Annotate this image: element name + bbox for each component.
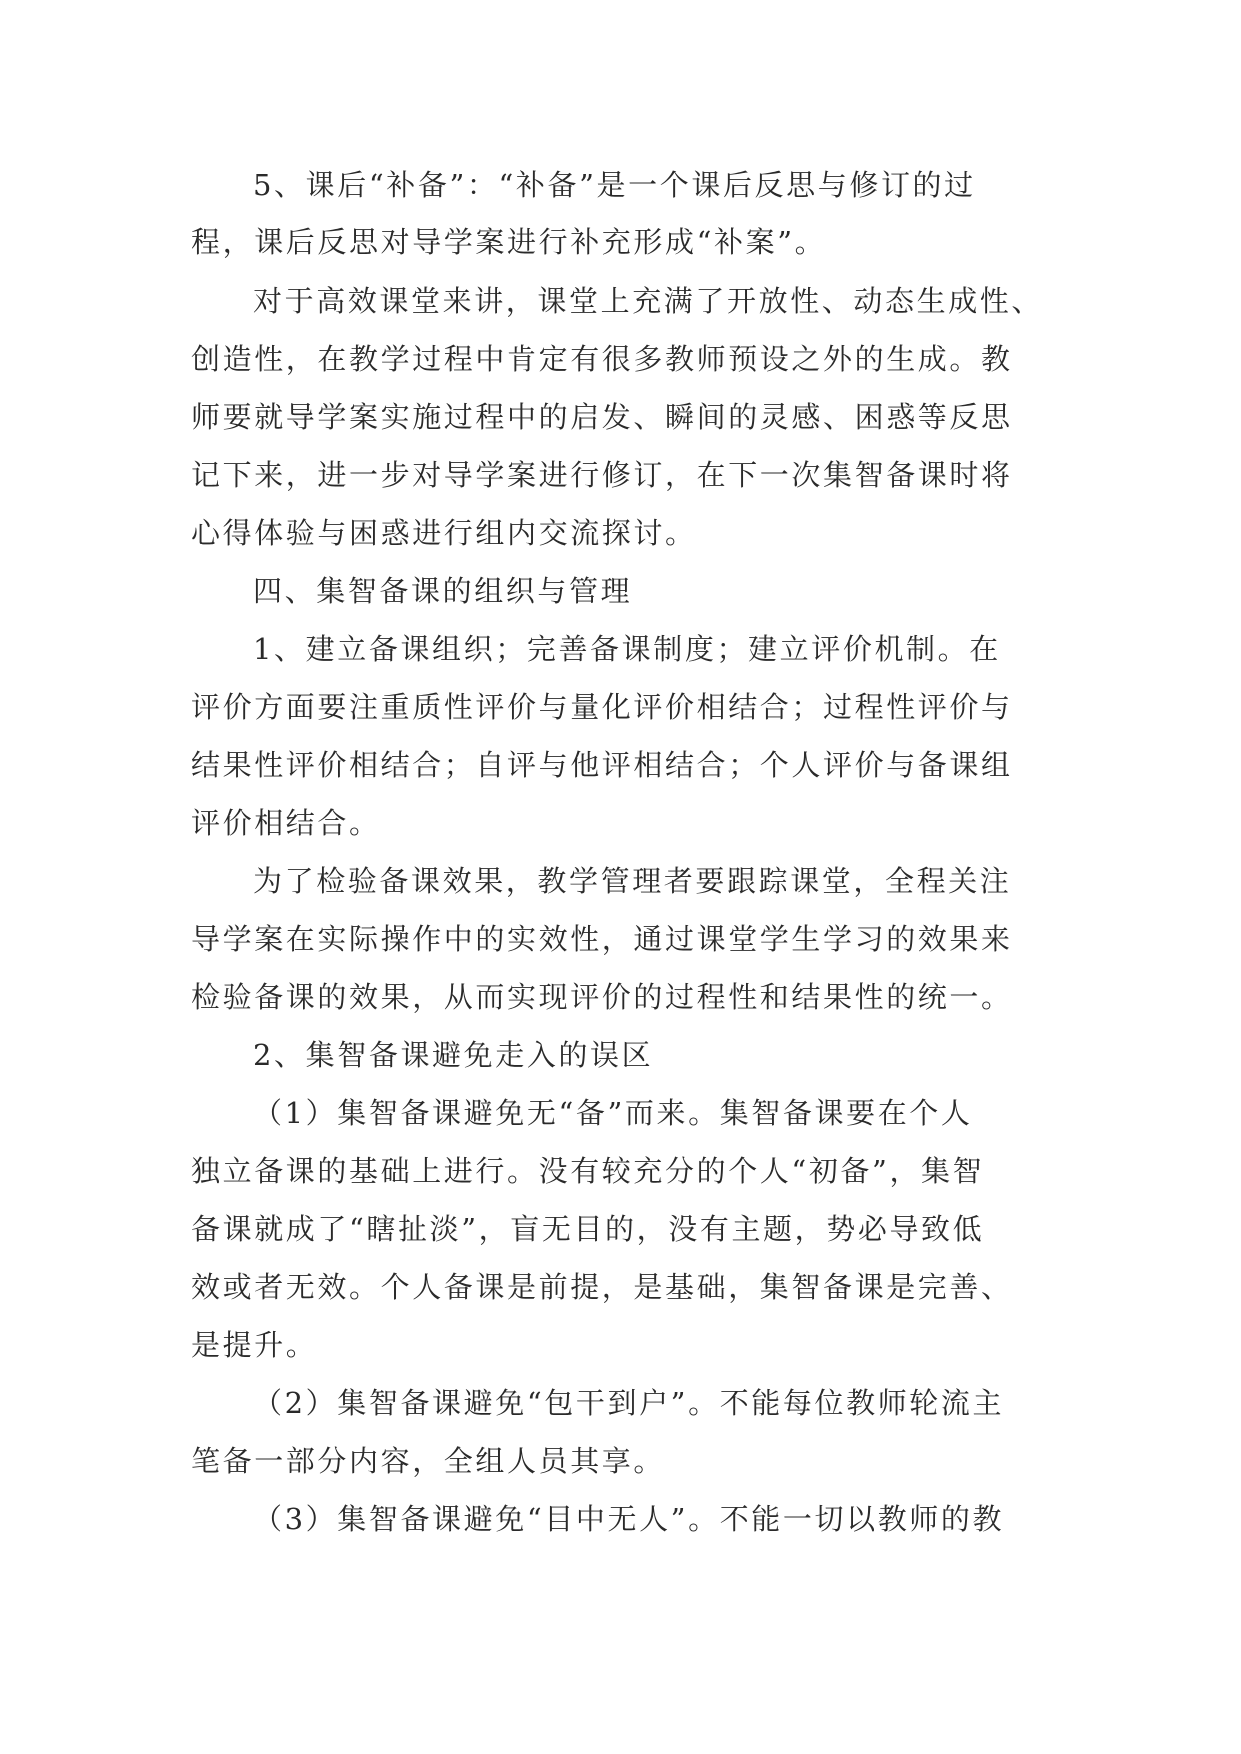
text-line: 结果性评价相结合；自评与他评相结合；个人评价与备课组 [191,748,1013,782]
text-line: 检验备课的效果，从而实现评价的过程性和结果性的统一。 [191,980,1013,1014]
text-line: 心得体验与困惑进行组内交流探讨。 [191,516,697,550]
text-line: 导学案在实际操作中的实效性，通过课堂学生学习的效果来 [191,922,1013,956]
text-line: 对于高效课堂来讲，课堂上充满了开放性、动态生成性、 [253,284,1044,318]
text-line: 笔备一部分内容，全组人员其享。 [191,1444,666,1478]
text-line: 师要就导学案实施过程中的启发、瞬间的灵感、困惑等反思 [191,400,1013,434]
text-line: 评价方面要注重质性评价与量化评价相结合；过程性评价与 [191,690,1013,724]
text-line: （1）集智备课避免无“备”而来。集智备课要在个人 [253,1096,973,1130]
text-line: （2）集智备课避免“包干到户”。不能每位教师轮流主 [253,1386,1005,1420]
text-line: 是提升。 [191,1328,318,1362]
subsection-heading: 2、集智备课避免走入的误区 [253,1038,654,1072]
text-line: 备课就成了“瞎扯淡”，盲无目的，没有主题，势必导致低 [191,1212,985,1246]
text-line: （3）集智备课避免“目中无人”。不能一切以教师的教 [253,1502,1005,1536]
text-line: 创造性，在教学过程中肯定有很多教师预设之外的生成。教 [191,342,1013,376]
text-line: 效或者无效。个人备课是前提，是基础，集智备课是完善、 [191,1270,1013,1304]
section-heading: 四、集智备课的组织与管理 [253,574,633,608]
text-line: 5、课后“补备”：“补备”是一个课后反思与修订的过 [253,168,976,202]
text-line: 独立备课的基础上进行。没有较充分的个人“初备”，集智 [191,1154,985,1188]
text-line: 程，课后反思对导学案进行补充形成“补案”。 [191,225,827,259]
text-line: 记下来，进一步对导学案进行修订，在下一次集智备课时将 [191,458,1013,492]
text-line: 评价相结合。 [191,806,381,840]
text-line: 为了检验备课效果，教学管理者要跟踪课堂，全程关注 [253,864,1012,898]
text-line: 1、建立备课组织；完善备课制度；建立评价机制。在 [253,632,1001,666]
